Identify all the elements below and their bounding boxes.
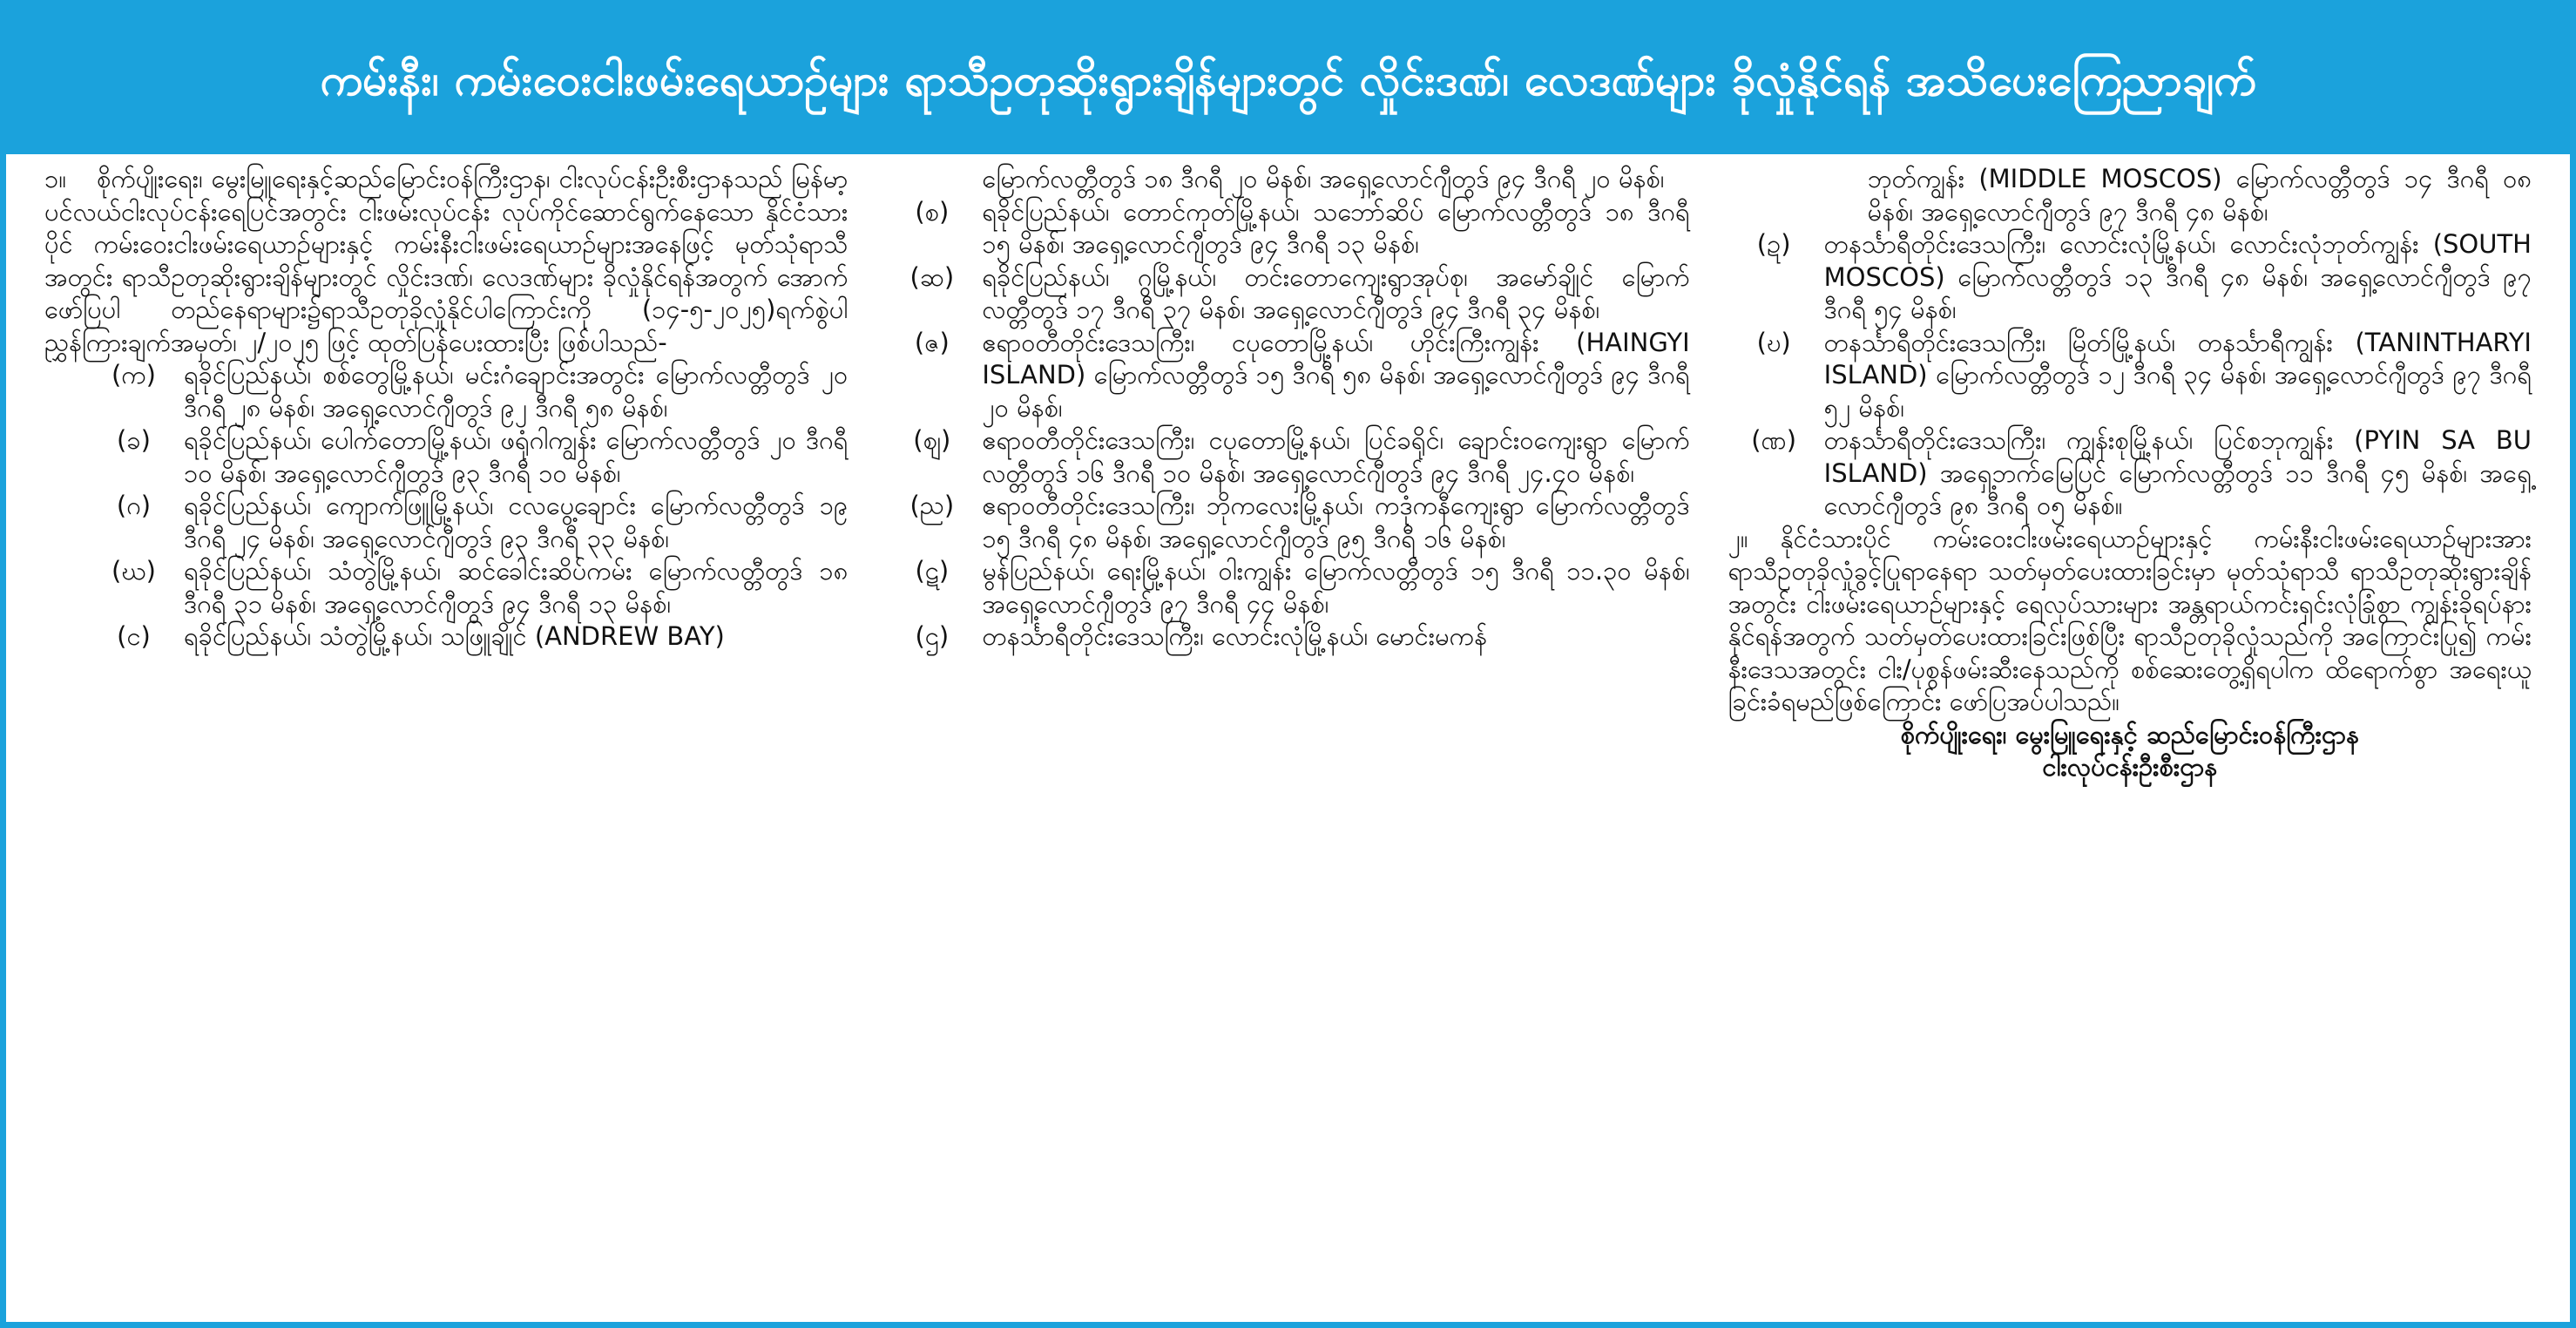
body-columns: [25, 163, 2551, 1310]
list-item: [1728, 228, 2532, 327]
column-2: [867, 163, 1708, 1310]
item-marker: (င): [117, 621, 151, 651]
item-text: ဧရာဝတီတိုင်းဒေသကြီး၊ ဘိုကလေးမြို့နယ်၊ ကဒုံကနီကျေးရွာ မြောက်လတ္တီတွဒ် ၁၅ ဒီဂရီ ၄၈ မိနစ်၊ အရှေ့လောင်ဂျီတွဒ် ၉၅ ဒီဂရီ ၁၆ မိနစ်၊: [982, 491, 1690, 553]
page-title: ကမ်းနီး၊ ကမ်းဝေးငါးဖမ်းရေယာဉ်များ ရာသီဥတုဆိုးရွားချိန်များတွင် လှိုင်းဒဏ်၊ လေဒဏ်များ ခိုလှုံနိုင်ရန် အသိပေးကြေညာချက်: [320, 54, 2256, 105]
item-marker: (ဂ): [116, 491, 152, 520]
list-item: [44, 620, 848, 654]
list-item: [886, 327, 1689, 425]
paragraph-number: ၂။: [1727, 523, 1748, 553]
item-marker: (ည): [909, 491, 955, 520]
continued-text: ဘုတ်ကျွန်း (MIDDLE MOSCOS) မြောက်လတ္တီတွဒ် ၁၄ ဒီဂရီ ၀၈ မိနစ်၊ အရှေ့လောင်ဂျီတွဒ် ၉၇ ဒီဂရီ ၄၈ မိနစ်၊: [1867, 164, 2532, 227]
item-text: ရခိုင်ပြည်နယ်၊ စစ်တွေမြို့နယ်၊ မင်းဂံချောင်းအတွင်း မြောက်လတ္တီတွဒ် ၂၀ ဒီဂရီ ၂၈ မိနစ်၊ အရှေ့လောင်ဂျီတွဒ် ၉၂ ဒီဂရီ ၅၈ မိနစ်၊: [184, 360, 849, 423]
item-text: ရခိုင်ပြည်နယ်၊ သံတွဲမြို့နယ်၊ သဖြူချိုင် (ANDREW BAY): [184, 621, 725, 651]
column-3: [1709, 163, 2551, 1310]
list-item: [1728, 424, 2532, 523]
item-marker: (က): [111, 360, 156, 390]
item-marker: (ဈ): [913, 425, 951, 455]
signature-department: ငါးလုပ်ငန်းဦးစီးဌာန: [2042, 752, 2218, 782]
list-item: [886, 196, 1689, 261]
item-text: တနင်္သာရီတိုင်းဒေသကြီး၊ ကျွန်းစုမြို့နယ်၊ ပြင်စဘုကျွန်း (PYIN SA BU ISLAND) အရှေ့ဘက်မြေပြင် မြောက်လတ္တီတွဒ် ၁၁ ဒီဂရီ ၄၅ မိနစ်၊ အရှေ့လောင်ဂျီတွဒ် ၉၈ ဒီဂရီ ၀၅ မိနစ်။: [1823, 425, 2532, 520]
item-text: ရခိုင်ပြည်နယ်၊ ကျောက်ဖြူမြို့နယ်၊ ငလပွေ့ချောင်း မြောက်လတ္တီတွဒ် ၁၉ ဒီဂရီ ၂၄ မိနစ်၊ အရှေ့လောင်ဂျီတွဒ် ၉၃ ဒီဂရီ ၃၃ မိနစ်၊: [184, 491, 849, 553]
item-marker: (ဎ): [1756, 327, 1791, 357]
signature-ministry: စိုက်ပျိုးရေး၊ မွေးမြူရေးနှင့် ဆည်မြောင်းဝန်ကြီးဌာန: [1900, 719, 2359, 749]
item-marker: (ဍ): [1756, 229, 1791, 259]
list-item: [886, 424, 1689, 490]
list-item: [44, 424, 848, 490]
list-item: [1728, 327, 2532, 425]
list-item: [886, 490, 1689, 555]
item-text: တနင်္သာရီတိုင်းဒေသကြီး၊ လောင်းလုံမြို့နယ်၊ မောင်းမကန်: [982, 621, 1488, 651]
item-text: မွန်ပြည်နယ်၊ ရေးမြို့နယ်၊ ဝါးကျွန်း မြောက်လတ္တီတွဒ် ၁၅ ဒီဂရီ ၁၁.၃၀ မိနစ်၊ အရှေ့လောင်ဂျီတွဒ် ၉၇ ဒီဂရီ ၄၄ မိနစ်၊: [982, 556, 1690, 619]
paragraph-number: ၁။: [44, 164, 67, 193]
list-item: [44, 555, 848, 620]
list-item: [886, 620, 1689, 654]
item-text: ဧရာဝတီတိုင်းဒေသကြီး၊ ငပုတောမြို့နယ်၊ ဟိုင်းကြီးကျွန်း (HAINGYI ISLAND) မြောက်လတ္တီတွဒ် ၁၅ ဒီဂရီ ၅၈ မိနစ်၊ အရှေ့လောင်ဂျီတွဒ် ၉၄ ဒီဂရီ ၂၀ မိနစ်၊: [982, 327, 1690, 423]
item-marker: (စ): [915, 196, 950, 227]
item-text: ရခိုင်ပြည်နယ်၊ ပေါက်တောမြို့နယ်၊ ဖရုံဂါကျွန်း မြောက်လတ္တီတွဒ် ၂၀ ဒီဂရီ ၁၀ မိနစ်၊ အရှေ့လောင်ဂျီတွဒ် ၉၃ ဒီဂရီ ၁၀ မိနစ်၊: [184, 425, 849, 488]
paragraph-text: စိုက်ပျိုးရေး၊ မွေးမြူရေးနှင့်ဆည်မြောင်းဝန်ကြီးဌာန၊ ငါးလုပ်ငန်းဦးစီးဌာနသည် မြန်မာ့ပင်လယ်ငါးလုပ်ငန်းရေပြင်အတွင်း ငါးဖမ်းလုပ်ငန်း လုပ်ကိုင်ဆောင်ရွက်နေသော နိုင်ငံသားပိုင် ကမ်းဝေးငါးဖမ်းရေယာဉ်များနှင့် ကမ်းနီးငါးဖမ်းရေယာဉ်များအနေဖြင့် မုတ်သုံရာသီအတွင်း ရာသီဥတုဆိုးရွားချိန်များတွင် လှိုင်းဒဏ်၊ လေဒဏ်များ ခိုလှုံနိုင်ရန်အတွက် အောက်ဖော်ပြပါ တည်နေရာများ၌ရာသီဥတုခိုလှုံနိုင်ပါကြောင်းကို (၁၄-၅-၂၀၂၅)ရက်စွဲပါ ညွှန်ကြားချက်အမှတ်၊ ၂/၂၀၂၅ ဖြင့် ထုတ်ပြန်ပေးထားပြီး ဖြစ်ပါသည်-: [44, 164, 849, 357]
item-text: ရခိုင်ပြည်နယ်၊ သံတွဲမြို့နယ်၊ ဆင်ခေါင်းဆိပ်ကမ်း မြောက်လတ္တီတွဒ် ၁၈ ဒီဂရီ ၃၁ မိနစ်၊ အရှေ့လောင်ဂျီတွဒ် ၉၄ ဒီဂရီ ၁၃ မိနစ်၊: [184, 556, 849, 619]
list-item: [44, 490, 848, 555]
item-text: ရခိုင်ပြည်နယ်၊ တောင်ကုတ်မြို့နယ်၊ သဘော်ဆိပ် မြောက်လတ္တီတွဒ် ၁၈ ဒီဂရီ ၁၅ မိနစ်၊ အရှေ့လောင်ဂျီတွဒ် ၉၄ ဒီဂရီ ၁၃ မိနစ်၊: [982, 196, 1690, 259]
item-text: တနင်္သာရီတိုင်းဒေသကြီး၊ မြိတ်မြို့နယ်၊ တနင်္သာရီကျွန်း (TANINTHARYI ISLAND) မြောက်လတ္တီတွဒ် ၁၂ ဒီဂရီ ၃၄ မိနစ်၊ အရှေ့လောင်ဂျီတွဒ် ၉၇ ဒီဂရီ ၅၂ မိနစ်၊: [1823, 327, 2532, 423]
paragraph-2: [1728, 523, 2532, 719]
continued-text: မြောက်လတ္တီတွဒ် ၁၈ ဒီဂရီ ၂၀ မိနစ်၊ အရှေ့လောင်ဂျီတွဒ် ၉၄ ဒီဂရီ ၂၀ မိနစ်၊: [982, 164, 1665, 193]
item-text: ဧရာဝတီတိုင်းဒေသကြီး၊ ငပုတောမြို့နယ်၊ ပြင်ခရိုင်၊ ချောင်းဝကျေးရွာ မြောက်လတ္တီတွဒ် ၁၆ ဒီဂရီ ၁၀ မိနစ်၊ အရှေ့လောင်ဂျီတွဒ် ၉၄ ဒီဂရီ ၂၄.၄၀ မိနစ်၊: [982, 425, 1690, 488]
item-marker: (ခ): [117, 425, 151, 455]
list-item: [886, 261, 1689, 327]
list-item: [886, 555, 1689, 620]
item-text: ရခိုင်ပြည်နယ်၊ ဂွမြို့နယ်၊ တင်းတောကျေးရွာအုပ်စု၊ အမော်ချိုင် မြောက်လတ္တီတွဒ် ၁၇ ဒီဂရီ ၃၇ မိနစ်၊ အရှေ့လောင်ဂျီတွဒ် ၉၄ ဒီဂရီ ၃၄ မိနစ်၊: [982, 261, 1690, 324]
list-item: [44, 359, 848, 424]
item-marker: (ဆ): [909, 261, 955, 292]
item-text: တနင်္သာရီတိုင်းဒေသကြီး၊ လောင်းလုံမြို့နယ်၊ လောင်းလုံဘုတ်ကျွန်း (SOUTH MOSCOS) မြောက်လတ္တီတွဒ် ၁၃ ဒီဂရီ ၄၈ မိနစ်၊ အရှေ့လောင်ဂျီတွဒ် ၉၇ ဒီဂရီ ၅၄ မိနစ်၊: [1823, 229, 2532, 324]
item-marker: (ဇ): [914, 327, 950, 357]
item-marker: (ဃ): [112, 556, 156, 586]
item-marker: (ဌ): [915, 621, 950, 651]
item-marker: (ဋ): [915, 556, 950, 586]
item-marker: (ဏ): [1751, 425, 1797, 455]
paragraph-text: နိုင်ငံသားပိုင် ကမ်းဝေးငါးဖမ်းရေယာဉ်များနှင့် ကမ်းနီးငါးဖမ်းရေယာဉ်များအား ရာသီဥတုခိုလှုံခွင့်ပြုရာနေရာ သတ်မှတ်ပေးထားခြင်းမှာ မုတ်သုံရာသီ ရာသီဥတုဆိုးရွားချိန်အတွင်း ငါးဖမ်းရေယာဉ်များနှင့် ရေလုပ်သားများ အန္တရာယ်ကင်းရှင်းလုံခြုံစွာ ကျွန်းခိုရပ်နားနိုင်ရန်အတွက် သတ်မှတ်ပေးထားခြင်းဖြစ်ပြီး ရာသီဥတုခိုလှုံသည်ကို အကြောင်းပြု၍ ကမ်းနီးဒေသအတွင်း ငါး/ပုစွန်ဖမ်းဆီးနေသည်ကို စစ်ဆေးတွေ့ရှိရပါက ထိရောက်စွာ အရေးယူခြင်းခံရမည်ဖြစ်ကြောင်း ဖော်ပြအပ်ပါသည်။: [1727, 523, 2532, 716]
title-banner: [6, 6, 2570, 154]
paragraph-1: [44, 163, 848, 359]
column-1: [25, 163, 867, 1310]
